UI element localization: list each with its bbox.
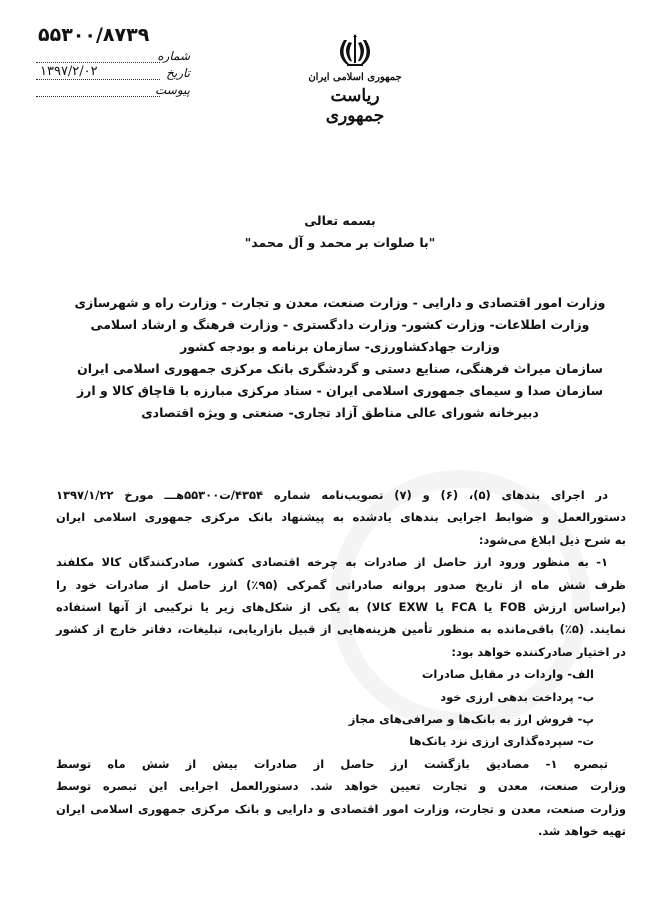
- note-line: وزارت صنعت، معدن و تجارت تعیین خواهد شد. دستورالعمل اجرایی این تبصره توسط: [56, 779, 626, 794]
- reference-number: ۵۵۳۰۰/۸۷۳۹: [38, 24, 150, 46]
- clause-line: در اختیار صادرکننده خواهد بود:: [451, 644, 626, 659]
- recipient-line: دبیرخانه شورای عالی مناطق آزاد تجاری- صنعتی و ویژه اقتصادی: [141, 405, 539, 420]
- recipient-line: سازمان میراث فرهنگی، صنایع دستی و گردشگری بانک مرکزی جمهوری اسلامی ایران: [77, 361, 603, 376]
- emblem-caption: جمهوری اسلامی ایران: [308, 72, 402, 83]
- field-attachment: [30, 80, 190, 97]
- body-line: به شرح ذیل ابلاغ می‌شود:: [478, 532, 626, 547]
- invocation-line: "با صلوات بر محمد و آل محمد": [244, 235, 436, 250]
- clause-line: (براساس ارزش FOB یا FCA یا EXW کالا) به یکی از شکل‌های زیر یا ترکیبی از آنها استفاده: [56, 600, 626, 615]
- recipient-line: وزارت اطلاعات- وزارت کشور- وزارت دادگستری - وزارت فرهنگ و ارشاد اسلامی: [90, 317, 590, 332]
- field-date: [30, 63, 190, 80]
- note-line: وزارت صنعت، معدن و تجارت، وزارت امور اقتصادی و دارایی و بانک مرکزی جمهوری اسلامی ایران: [56, 801, 626, 816]
- recipient-line: سازمان صدا و سیمای جمهوری اسلامی ایران - ستاد مرکزی مبارزه با قاچاق کالا و ارز: [76, 383, 603, 398]
- field-value: [36, 96, 160, 97]
- recipient-line: وزارت امور اقتصادی و دارایی - وزارت صنعت، معدن و تجارت - وزارت راه و شهرسازی: [74, 295, 606, 310]
- body-line: دستورالعمل و ضوابط اجرایی بندهای یادشده به پیشنهاد بانک مرکزی جمهوری اسلامی ایران: [56, 510, 626, 525]
- letterhead: [300, 30, 410, 126]
- clause-line: ۱- به منظور ورود ارز حاصل از صادرات به چرخه اقتصادی کشور، صادرکنندگان کالا مکلفند: [56, 555, 608, 570]
- note-line: تبصره ۱- مصادیق بازگشت ارز حاصل از صادرات بیش از شش ماه توسط: [56, 756, 608, 771]
- recipient-line: وزارت جهادکشاورزی- سازمان برنامه و بودجه کشور: [180, 339, 500, 354]
- reference-block: [30, 24, 190, 97]
- field-value: [36, 62, 160, 63]
- field-value: ۱۳۹۷/۲/۰۲: [36, 65, 160, 80]
- clause-line: نمایند. (۵٪) باقی‌مانده به منظور تأمین هزینه‌هایی از قبیل بازاریابی، تبلیغات، دفاتر خارج از کشور: [56, 622, 626, 637]
- field-label: پیوست: [155, 83, 190, 97]
- body-line: در اجرای بندهای (۵)، (۶) و (۷) تصویب‌نامه شماره ۴۳۵۴/ت۵۵۳۰۰هـــ مورخ ۱۳۹۷/۱/۲۲: [56, 488, 608, 502]
- option-item: پ- فروش ارز به بانک‌ها و صرافی‌های مجاز: [348, 712, 594, 727]
- field-label: شماره: [157, 49, 190, 63]
- option-item: ب- پرداخت بدهی ارزی خود: [440, 689, 594, 704]
- letter-body: [56, 484, 626, 843]
- office-title: ریاست جمهوری: [325, 86, 385, 126]
- field-label: تاریخ: [166, 66, 190, 80]
- iran-emblem-icon: [335, 30, 375, 70]
- option-item: الف- واردات در مقابل صادرات: [421, 667, 594, 682]
- field-number: [30, 46, 190, 63]
- clause-line: ظرف شش ماه از تاریخ صدور پروانه صادراتی گمرکی (۹۵٪) ارز حاصل از صادرات خود را: [56, 577, 626, 592]
- invocation: [60, 210, 620, 254]
- invocation-line: بسمه تعالی: [304, 213, 376, 228]
- recipients-list: [60, 292, 620, 424]
- option-item: ت- سپرده‌گذاری ارزی نزد بانک‌ها: [409, 734, 594, 749]
- note-line: تهیه خواهد شد.: [538, 824, 626, 839]
